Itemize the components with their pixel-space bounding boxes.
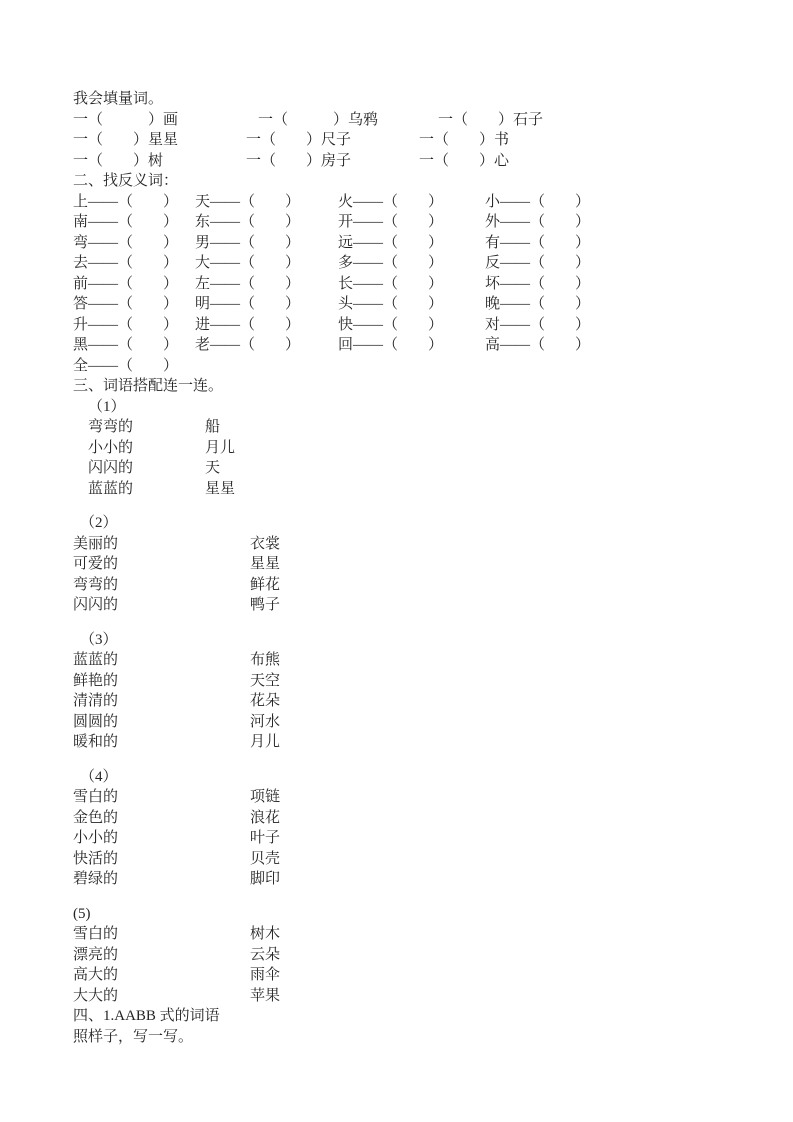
measure-word-blank: 一（ ）房子 (246, 152, 352, 169)
measure-word-blank: 一（ ）星星 (73, 132, 179, 148)
antonym-blank: 远——（ ） (338, 234, 444, 251)
matching-left-word: 快活的 (73, 850, 119, 867)
matching-right-word: 月儿 (205, 439, 236, 456)
matching-group-label: (5) (73, 905, 91, 922)
measure-word-blank: 一（ ）画 (73, 111, 179, 128)
matching-pair-row (73, 869, 753, 890)
matching-left-word: 美丽的 (73, 535, 119, 552)
matching-left-word: 清清的 (73, 693, 119, 709)
antonym-row (73, 233, 753, 254)
matching-right-word: 星星 (205, 480, 236, 497)
matching-right-word: 天 (205, 460, 221, 476)
antonym-blank: 坏——（ ） (485, 275, 591, 292)
antonym-blank: 老——（ ） (195, 337, 301, 353)
measure-word-rows (73, 110, 753, 172)
measure-word-blank: 一（ ）书 (419, 132, 510, 148)
antonym-row (73, 294, 753, 315)
matching-left-word: 蓝蓝的 (73, 652, 119, 668)
antonym-blank: 去——（ ） (73, 255, 179, 271)
antonym-row (73, 192, 753, 213)
antonym-blank: 头——（ ） (338, 296, 444, 312)
matching-left-word: 闪闪的 (88, 460, 134, 476)
antonym-blank: 晚——（ ） (485, 296, 591, 312)
matching-right-word: 船 (205, 419, 221, 435)
matching-right-word: 雨伞 (250, 967, 281, 983)
antonym-blank: 多——（ ） (338, 255, 444, 271)
section1-heading: 我会填量词。 (73, 91, 164, 107)
matching-group-label: （4） (80, 768, 118, 785)
antonym-blank: 开——（ ） (338, 214, 444, 230)
matching-pair-row (73, 787, 753, 808)
antonym-blank: 小——（ ） (485, 193, 591, 210)
matching-pair-row (73, 575, 753, 596)
matching-group-label: （1） (88, 398, 126, 415)
antonym-blank: 前——（ ） (73, 275, 179, 292)
measure-word-blank: 一（ ）尺子 (246, 132, 352, 148)
matching-right-word: 苹果 (250, 987, 281, 1004)
matching-right-word: 鲜花 (250, 576, 281, 593)
antonym-blank: 南——（ ） (73, 214, 179, 230)
matching-pair-row (73, 534, 753, 555)
matching-pair-row (73, 924, 753, 945)
matching-right-word: 脚印 (250, 871, 281, 887)
matching-left-word: 弯弯的 (73, 576, 119, 593)
antonym-row (73, 315, 753, 336)
matching-group (73, 630, 753, 753)
matching-left-word: 小小的 (88, 439, 134, 456)
matching-left-word: 碧绿的 (73, 871, 119, 887)
matching-right-word: 项链 (250, 789, 281, 805)
matching-group-label: （2） (80, 515, 118, 531)
matching-pair-row (73, 691, 753, 712)
antonym-blank: 外——（ ） (485, 214, 591, 230)
matching-right-word: 贝壳 (250, 850, 281, 867)
antonym-blank: 黑——（ ） (73, 337, 179, 353)
matching-right-word: 叶子 (250, 830, 281, 846)
matching-left-word: 高大的 (73, 967, 119, 983)
matching-right-word: 星星 (250, 556, 281, 572)
antonym-blank: 弯——（ ） (73, 234, 179, 251)
antonym-row (73, 212, 753, 233)
antonym-blank: 大——（ ） (195, 255, 301, 271)
antonym-blank: 东——（ ） (195, 214, 301, 230)
matching-pair-row (73, 808, 753, 829)
matching-right-word: 鸭子 (250, 597, 281, 613)
antonym-blank: 长——（ ） (338, 275, 444, 292)
measure-word-blank: 一（ ）石子 (438, 111, 544, 128)
matching-pair-row (73, 595, 753, 616)
matching-pair-row (73, 458, 753, 479)
matching-left-word: 可爱的 (73, 556, 119, 572)
antonym-row (73, 253, 753, 274)
matching-right-word: 衣裳 (250, 535, 281, 552)
antonym-blank: 回——（ ） (338, 337, 444, 353)
antonym-blank: 反——（ ） (485, 255, 591, 271)
section4-line2: 照样子，写一写。 (73, 1028, 194, 1045)
matching-pair-row (73, 712, 753, 733)
matching-pair-row (73, 828, 753, 849)
antonym-row (73, 274, 753, 295)
section3-heading: 三、词语搭配连一连。 (73, 378, 224, 394)
measure-word-row (73, 130, 753, 151)
matching-left-word: 漂亮的 (73, 946, 119, 963)
antonym-blank: 进——（ ） (195, 316, 301, 333)
matching-pair-row (73, 671, 753, 692)
antonym-row (73, 335, 753, 356)
matching-group (73, 513, 753, 616)
antonym-blank: 有——（ ） (485, 234, 591, 251)
antonym-blank: 快——（ ） (338, 316, 444, 333)
matching-right-word: 月儿 (250, 734, 281, 750)
matching-left-word: 蓝蓝的 (88, 480, 134, 497)
matching-pair-row (73, 650, 753, 671)
antonym-blank: 全——（ ） (73, 357, 179, 374)
matching-right-word: 云朵 (250, 946, 281, 963)
antonym-blank: 高——（ ） (485, 337, 591, 353)
matching-pair-row (73, 945, 753, 966)
antonym-blank: 上——（ ） (73, 193, 179, 210)
matching-left-word: 金色的 (73, 809, 119, 826)
measure-word-blank: 一（ ）心 (419, 152, 510, 169)
matching-group (73, 397, 753, 500)
matching-left-word: 小小的 (73, 830, 119, 846)
antonym-blank: 答——（ ） (73, 296, 179, 312)
matching-right-word: 花朵 (250, 693, 281, 709)
matching-left-word: 闪闪的 (73, 597, 119, 613)
matching-right-word: 天空 (250, 672, 281, 689)
measure-word-row (73, 151, 753, 172)
matching-right-word: 浪花 (250, 809, 281, 826)
matching-left-word: 雪白的 (73, 789, 119, 805)
matching-right-word: 树木 (250, 926, 281, 942)
matching-left-word: 大大的 (73, 987, 119, 1004)
section2-heading: 二、找反义词： (73, 173, 179, 189)
matching-group (73, 904, 753, 1007)
matching-left-word: 弯弯的 (88, 419, 134, 435)
matching-pair-row (73, 732, 753, 753)
measure-word-blank: 一（ ）树 (73, 152, 164, 169)
matching-left-word: 圆圆的 (73, 713, 119, 730)
matching-pair-row (73, 965, 753, 986)
matching-left-word: 雪白的 (73, 926, 119, 942)
matching-pair-row (73, 554, 753, 575)
matching-pair-row (73, 986, 753, 1007)
antonym-blank: 左——（ ） (195, 275, 301, 292)
matching-pair-row (73, 479, 753, 500)
antonym-blank: 天——（ ） (195, 193, 301, 210)
antonym-blank: 男——（ ） (195, 234, 301, 251)
antonym-rows (73, 192, 753, 377)
antonym-blank: 升——（ ） (73, 316, 179, 333)
matching-pair-row (73, 417, 753, 438)
antonym-blank: 对——（ ） (485, 316, 591, 333)
antonym-blank: 火——（ ） (338, 193, 444, 210)
matching-group (73, 767, 753, 890)
matching-pair-row (73, 438, 753, 459)
matching-left-word: 鲜艳的 (73, 672, 119, 689)
matching-left-word: 暖和的 (73, 734, 119, 750)
matching-right-word: 布熊 (250, 652, 281, 668)
matching-right-word: 河水 (250, 713, 281, 730)
section4-line1: 四、1.AABB 式的词语 (73, 1008, 220, 1024)
matching-group-label: （3） (80, 631, 118, 648)
antonym-row (73, 356, 753, 377)
measure-word-blank: 一（ ）乌鸦 (258, 111, 379, 128)
antonym-blank: 明——（ ） (195, 296, 301, 312)
matching-pair-row (73, 849, 753, 870)
matching-groups (73, 397, 753, 1007)
measure-word-row (73, 110, 753, 131)
